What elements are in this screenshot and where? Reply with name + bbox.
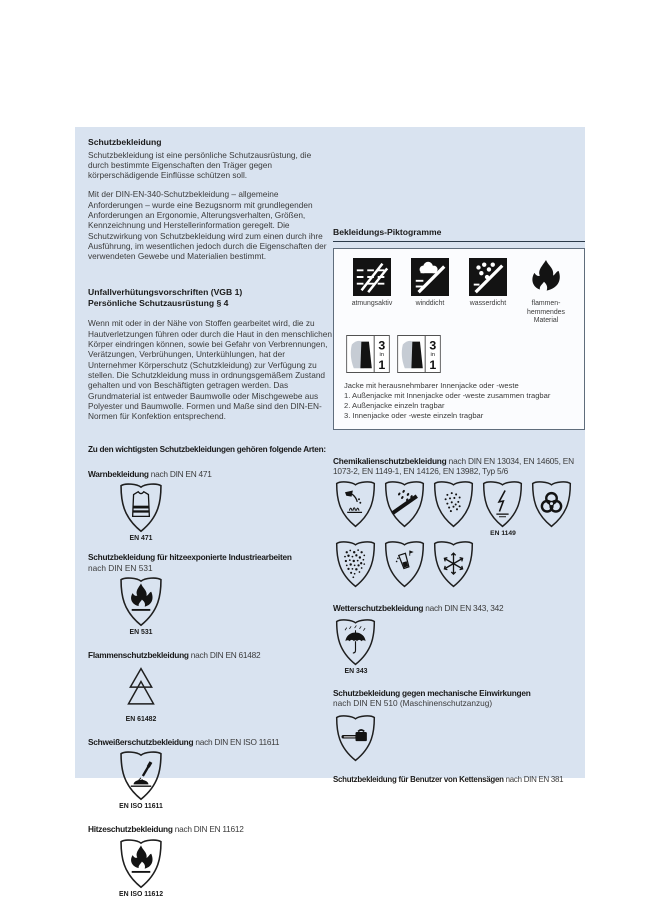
en-iso-11612-label: EN ISO 11612 <box>118 890 164 898</box>
jacket-note: Jacke mit herausnehmbarer Innenjacke oder -weste 1. Außenjacke mit Innenjacke oder -weste zusammen tragbar 2. Außenjacke einzeln tragbar 3. Innenjacke oder -weste einzeln tragbar <box>344 380 551 420</box>
pictogram-box-title: Bekleidungs-Piktogramme <box>333 227 585 242</box>
section-hitzeexponiert-suffix: nach DIN EN 531 <box>88 562 153 573</box>
three-in-one-jacket-icon <box>346 335 390 373</box>
en-iso-11611-label: EN ISO 11611 <box>119 803 163 811</box>
section-hitzeschutz-title: Hitzeschutzbekleidung nach DIN EN 11612 <box>88 824 244 835</box>
hitzeexponiert-icon-block <box>112 576 170 637</box>
content-panel <box>75 127 585 898</box>
double-triangle-icon <box>117 663 165 715</box>
svg-text:1: 1 <box>429 357 437 372</box>
section-wetterschutz-title: Wetterschutzbekleidung nach DIN EN 343, 342 <box>333 603 504 614</box>
section-chemikalien-title: Chemikalienschutzbekleidung nach DIN EN 13034, EN 14605, EN 1073-2, EN 1149-1, EN 14126, EN 13982, Typ 5/6 <box>333 455 574 477</box>
biohazard-shield-icon <box>529 480 574 529</box>
flame-icon <box>528 258 564 296</box>
regulations-body: Wenn mit oder in der Nähe von Stoffen gearbeitet wird, die zu Hautverletzungen führen oder durch die Haut in den menschlichen Körper eindringen können, sowie bei Gefahr von Verbrennungen, Verätzungen, Verbrühungen, Unterkühlungen, hat der Unternehmer Körperschutz (Schutzkleidung) zur Verfügung zu stellen. Die Schutzkleidung muss in ordnungsgemäßem Zustand gehalten und von Beschäftigten getragen werden. Das Grundmaterial ist entweder Baumwolle oder Mischgewebe aus Polyester und Baumwolle. Formen und Maße sind den DIN-EN-Normen für Konfektion entsprechend. <box>88 318 332 422</box>
pictogram-breathable: atmungsaktiv <box>344 258 400 309</box>
svg-text:3: 3 <box>429 338 437 353</box>
pictogram-flame-retardant: flammen-hemmendes Material <box>518 258 574 326</box>
shield-cell <box>382 480 428 538</box>
regulations-heading-line2: Persönliche Schutzausrüstung § 4 <box>88 297 229 308</box>
shield-cell <box>431 480 477 538</box>
svg-text:in: in <box>379 351 384 358</box>
dust-shield-icon <box>333 540 378 589</box>
pictogram-row <box>344 258 576 326</box>
breathable-icon <box>353 258 391 296</box>
waterproof-icon <box>469 258 507 296</box>
wetterschutz-icon-block <box>333 618 379 676</box>
three-in-one-jacket-icon <box>397 335 441 373</box>
intro-paragraph-2: Mit der DIN-EN-340-Schutzbekleidung – allgemeine Anforderungen – wurde eine Bezugsnorm mit grundlegenden Anforderungen an Ergonomie, Alterungsverhalten, Größen, Kennzeichnung und Herstellerinformation geregelt. Die Schutzwirkung von Schutzbekleidung wird zum einen durch ihre Ausführung, im wesentlichen jedoch durch die Eigenschaften der verwendeten Gewebe und Materialien bestimmt. <box>88 189 327 262</box>
svg-text:1: 1 <box>378 357 386 372</box>
svg-text:in: in <box>430 351 435 358</box>
pictogram-windproof: winddicht <box>402 258 458 309</box>
lead-line: Zu den wichtigsten Schutzbekleidungen gehören folgende Arten: <box>88 445 326 455</box>
section-flammenschutz-title: Flammenschutzbekleidung nach DIN EN 61482 <box>88 649 261 660</box>
particles-shield-icon <box>431 480 476 529</box>
shield-cell <box>431 540 477 589</box>
chemical-flask-shield-icon <box>382 540 427 589</box>
electrostatic-shield-icon <box>480 480 525 529</box>
shield-cell <box>382 540 428 589</box>
shield-cell <box>333 540 379 589</box>
chainsaw-shield-icon <box>333 714 378 763</box>
spray-droplets-shield-icon <box>382 480 427 529</box>
schweisserschutz-icon-block <box>112 750 170 811</box>
warnbekleidung-icon-block <box>112 482 170 543</box>
flame-shield-icon <box>117 838 165 890</box>
pictogram-box <box>333 248 585 430</box>
section-kettensaegen-title: Schutzbekleidung für Benutzer von Kettensägen nach DIN EN 381 <box>333 775 564 785</box>
umbrella-rain-shield-icon <box>333 618 378 667</box>
shield-cell <box>529 480 575 538</box>
windproof-icon <box>411 258 449 296</box>
section-hitzeexponiert-title: Schutzbekleidung für hitzeexponierte Industriearbeiten <box>88 552 292 563</box>
en-471-label: EN 471 <box>129 535 153 543</box>
shield-cell <box>480 480 526 538</box>
flame-shield-icon <box>117 576 165 628</box>
section-schweisserschutz-title: Schweißerschutzbekleidung nach DIN EN ISO 11611 <box>88 737 280 748</box>
en-343-label: EN 343 <box>344 667 368 675</box>
intro-heading: Schutzbekleidung <box>88 137 162 147</box>
en-61482-label: EN 61482 <box>125 716 157 724</box>
flammenschutz-icon-block <box>112 663 170 724</box>
left-column <box>88 137 332 899</box>
section-mechanisch-suffix: nach DIN EN 510 (Maschinenschutzanzug) <box>333 697 493 708</box>
liquid-splash-shield-icon <box>333 480 378 529</box>
pictogram-waterproof: wasserdicht <box>460 258 516 309</box>
shield-cell <box>333 480 379 538</box>
en-1149-label: EN 1149 <box>490 530 516 538</box>
intro-paragraph-1: Schutzbekleidung ist eine persönliche Schutzausrüstung, die durch bestimmte Eigenschaften den Träger gegen körperschädigende Einflüsse schützen soll. <box>88 149 312 181</box>
hi-vis-vest-shield-icon <box>117 482 165 534</box>
chemical-shield-row-1 <box>333 480 585 538</box>
right-column <box>333 227 585 786</box>
mechanisch-icon-block <box>333 714 379 763</box>
svg-text:3: 3 <box>378 338 386 353</box>
en-531-label: EN 531 <box>129 628 153 636</box>
section-warnbekleidung-title: Warnbekleidung nach DIN EN 471 <box>88 468 212 479</box>
hitzeschutz-icon-block <box>112 838 170 899</box>
snowflake-shield-icon <box>431 540 476 589</box>
regulations-heading-line1: Unfallverhütungsvorschriften (VGB 1) <box>88 287 243 298</box>
section-mechanisch-title: Schutzbekleidung gegen mechanische Einwirkungen <box>333 687 531 698</box>
jacket-icons-row <box>346 335 576 373</box>
chemical-shield-row-2 <box>333 540 585 589</box>
welding-shield-icon <box>117 750 165 802</box>
